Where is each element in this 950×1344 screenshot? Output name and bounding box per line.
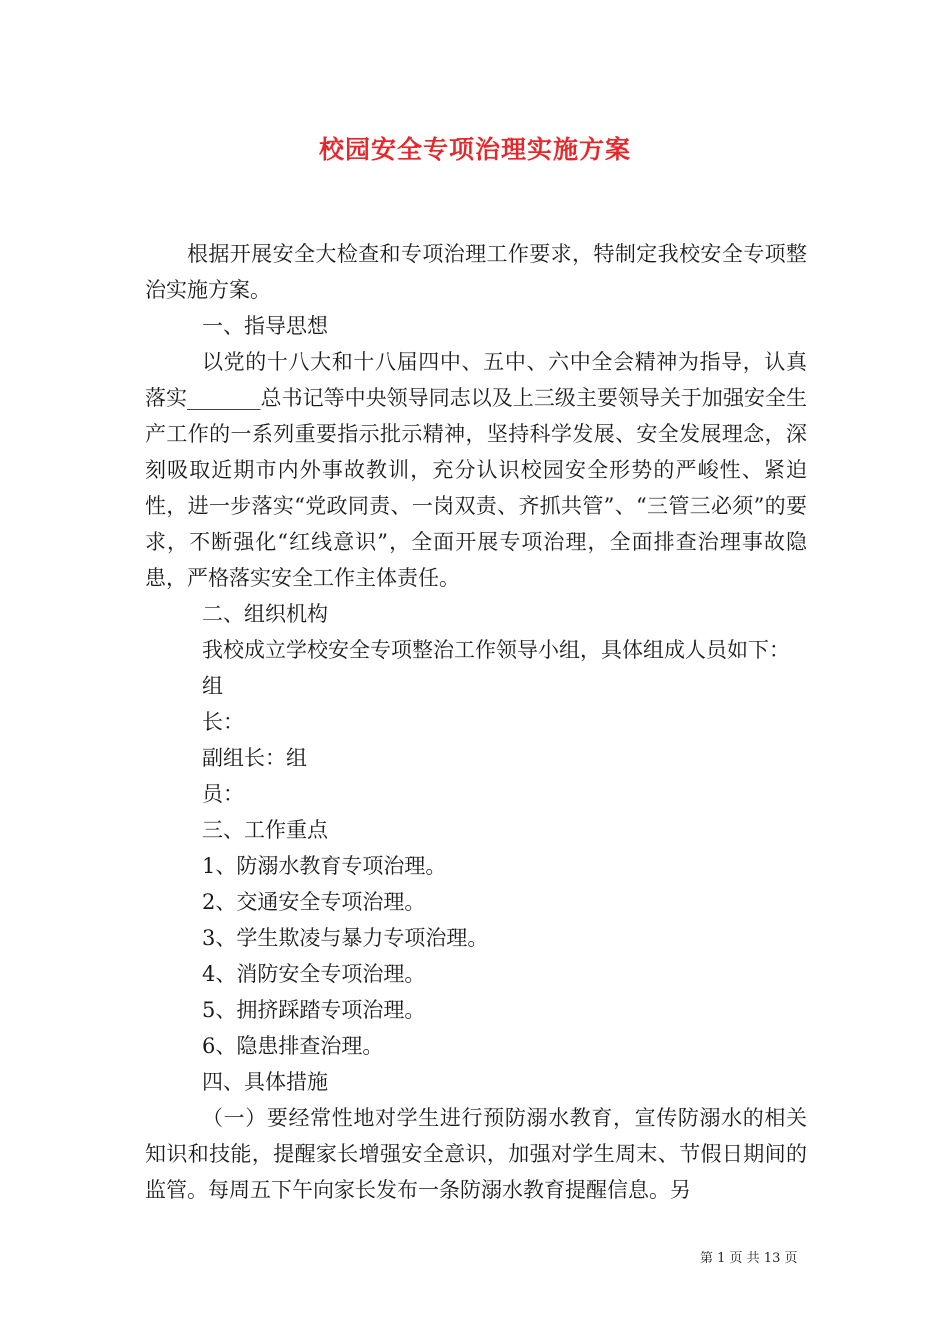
org-line-deputy: 副组长：组 xyxy=(202,746,307,770)
org-line-leader: 长： xyxy=(202,710,244,734)
section-heading-guiding-thought: 一、指导思想 xyxy=(202,314,328,338)
section-heading-organization: 二、组织机构 xyxy=(202,602,328,626)
key-work-item: 6、隐患排查治理。 xyxy=(202,1034,384,1058)
guiding-thought-paragraph: 以党的十八大和十八届四中、五中、六中全会精神为指导，认真落实_______总书记等中央领导同志以及上三级主要领导关于加强安全生产工作的一系列重要指示批示精神，坚持科学发展、安全发展理念，深刻吸取近期市内外事故教训，充分认识校园安全形势的严峻性、紧迫性，进一步落实“党政同责、一岗双责、齐抓共管”、“三管三必须”的要求，不断强化“红线意识”，全面开展专项治理，全面排查治理事故隐患，严格落实安全工作主体责任。 xyxy=(145,350,807,590)
intro-paragraph: 根据开展安全大检查和专项治理工作要求，特制定我校安全专项整治实施方案。 xyxy=(145,242,807,302)
org-line-members: 员： xyxy=(202,782,244,806)
key-work-item: 2、交通安全专项治理。 xyxy=(202,890,426,914)
section-heading-measures: 四、具体措施 xyxy=(202,1070,328,1094)
measures-paragraph: （一）要经常性地对学生进行预防溺水教育，宣传防溺水的相关知识和技能，提醒家长增强安全意识，加强对学生周末、节假日期间的监管。每周五下午向家长发布一条防溺水教育提醒信息。另 xyxy=(145,1106,807,1202)
key-work-item: 5、拥挤踩踏专项治理。 xyxy=(202,998,426,1022)
org-line-group: 组 xyxy=(202,674,223,698)
key-work-item: 4、消防安全专项治理。 xyxy=(202,962,426,986)
key-work-item: 1、防溺水教育专项治理。 xyxy=(202,854,447,878)
section-heading-key-work: 三、工作重点 xyxy=(202,818,328,842)
organization-paragraph: 我校成立学校安全专项整治工作领导小组，具体组成人员如下： xyxy=(202,638,790,662)
document-title: 校园安全专项治理实施方案 xyxy=(318,135,631,164)
key-work-item: 3、学生欺凌与暴力专项治理。 xyxy=(202,926,489,950)
page-number-footer: 第 1 页 共 13 页 xyxy=(700,1251,798,1266)
document-body xyxy=(145,236,807,1208)
